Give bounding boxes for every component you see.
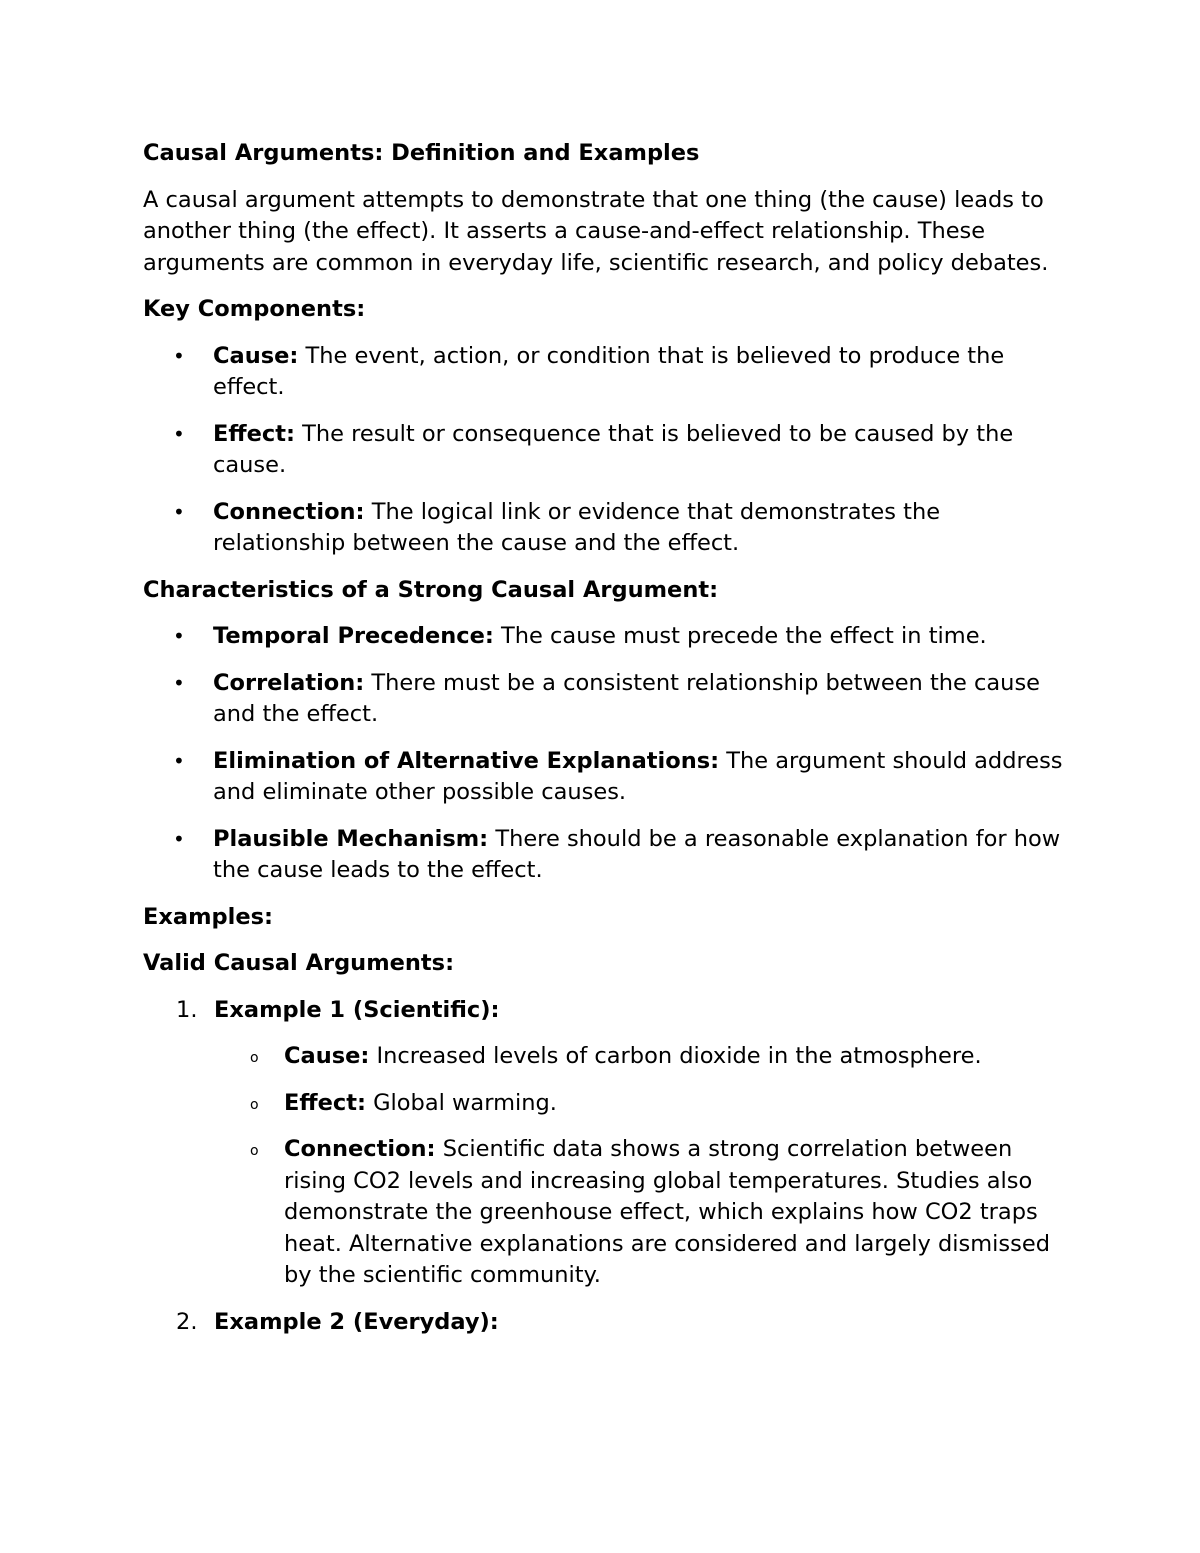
item-text: The cause must precede the effect in time. (493, 623, 987, 649)
example-title: Example 2 (Everyday): (214, 1308, 499, 1335)
intro-paragraph: A causal argument attempts to demonstrate that one thing (the cause) leads to another thing (the effect). It asserts a cause-and-effect relationship. These arguments are common in everyday life, scientific research, and policy debates. (143, 186, 1049, 276)
bullet-icon: • (173, 421, 185, 446)
item-text: There must be a consistent relationship between the cause and the effect. (213, 669, 1041, 727)
item-text: Increased levels of carbon dioxide in the atmosphere. (369, 1043, 982, 1069)
list-number: 2. (176, 1308, 198, 1335)
bullet-icon: • (173, 343, 185, 368)
item-term: Cause: (213, 342, 299, 369)
list-number: 1. (176, 996, 198, 1023)
item-term: Temporal Precedence: (213, 623, 494, 649)
examples-heading: Examples: (143, 903, 273, 930)
list-item (143, 824, 1063, 887)
item-term: Effect: (213, 420, 295, 447)
example-item (143, 995, 1063, 1292)
item-term: Plausible Mechanism: (213, 825, 489, 852)
circle-bullet-icon: o (250, 1050, 259, 1066)
document-page (143, 138, 1063, 1353)
list-item (214, 1041, 1063, 1073)
document-title: Causal Arguments: Definition and Examples (143, 140, 700, 166)
item-text: The logical link or evidence that demonstrates the relationship between the cause and the effect. (213, 498, 941, 556)
item-text: There should be a reasonable explanation for how the cause leads to the effect. (213, 825, 1061, 883)
list-item (143, 621, 1063, 653)
item-text: Scientific data shows a strong correlation between rising CO2 levels and increasing global temperatures. Studies also demonstrate the greenhouse effect, which explains how CO2 traps heat. Alternative explanations are considered and largely dismissed by the scientific community. (284, 1136, 1050, 1288)
example-item (143, 1307, 1063, 1339)
list-item (214, 1134, 1063, 1292)
example-title: Example 1 (Scientific): (214, 996, 500, 1023)
item-term: Connection: (284, 1136, 436, 1162)
valid-arguments-heading: Valid Causal Arguments: (143, 950, 455, 976)
characteristics-list (143, 621, 1063, 887)
circle-bullet-icon: o (250, 1096, 259, 1113)
item-text: The argument should address and eliminate other possible causes. (213, 747, 1063, 805)
item-term: Effect: (284, 1089, 366, 1116)
example-details-list (214, 1041, 1063, 1292)
item-term: Correlation: (213, 669, 365, 696)
circle-bullet-icon: o (250, 1143, 259, 1159)
bullet-icon: • (173, 670, 185, 695)
list-item (143, 668, 1063, 731)
item-term: Elimination of Alternative Explanations: (213, 747, 720, 774)
list-item (143, 497, 1063, 560)
key-components-list (143, 341, 1063, 560)
key-components-heading: Key Components: (143, 296, 366, 322)
item-text: Global warming. (365, 1089, 557, 1116)
bullet-icon: • (173, 624, 185, 648)
item-text: The event, action, or condition that is believed to produce the effect. (213, 342, 1005, 400)
bullet-icon: • (173, 499, 185, 524)
examples-list (143, 995, 1063, 1339)
item-term: Connection: (213, 498, 365, 525)
list-item (143, 341, 1063, 404)
item-term: Cause: (284, 1043, 370, 1069)
list-item (214, 1088, 1063, 1120)
characteristics-heading: Characteristics of a Strong Causal Argument: (143, 576, 719, 603)
bullet-icon: • (173, 748, 185, 773)
bullet-icon: • (173, 826, 185, 851)
list-item (143, 419, 1063, 482)
list-item (143, 746, 1063, 809)
item-text: The result or consequence that is believed to be caused by the cause. (213, 420, 1014, 478)
